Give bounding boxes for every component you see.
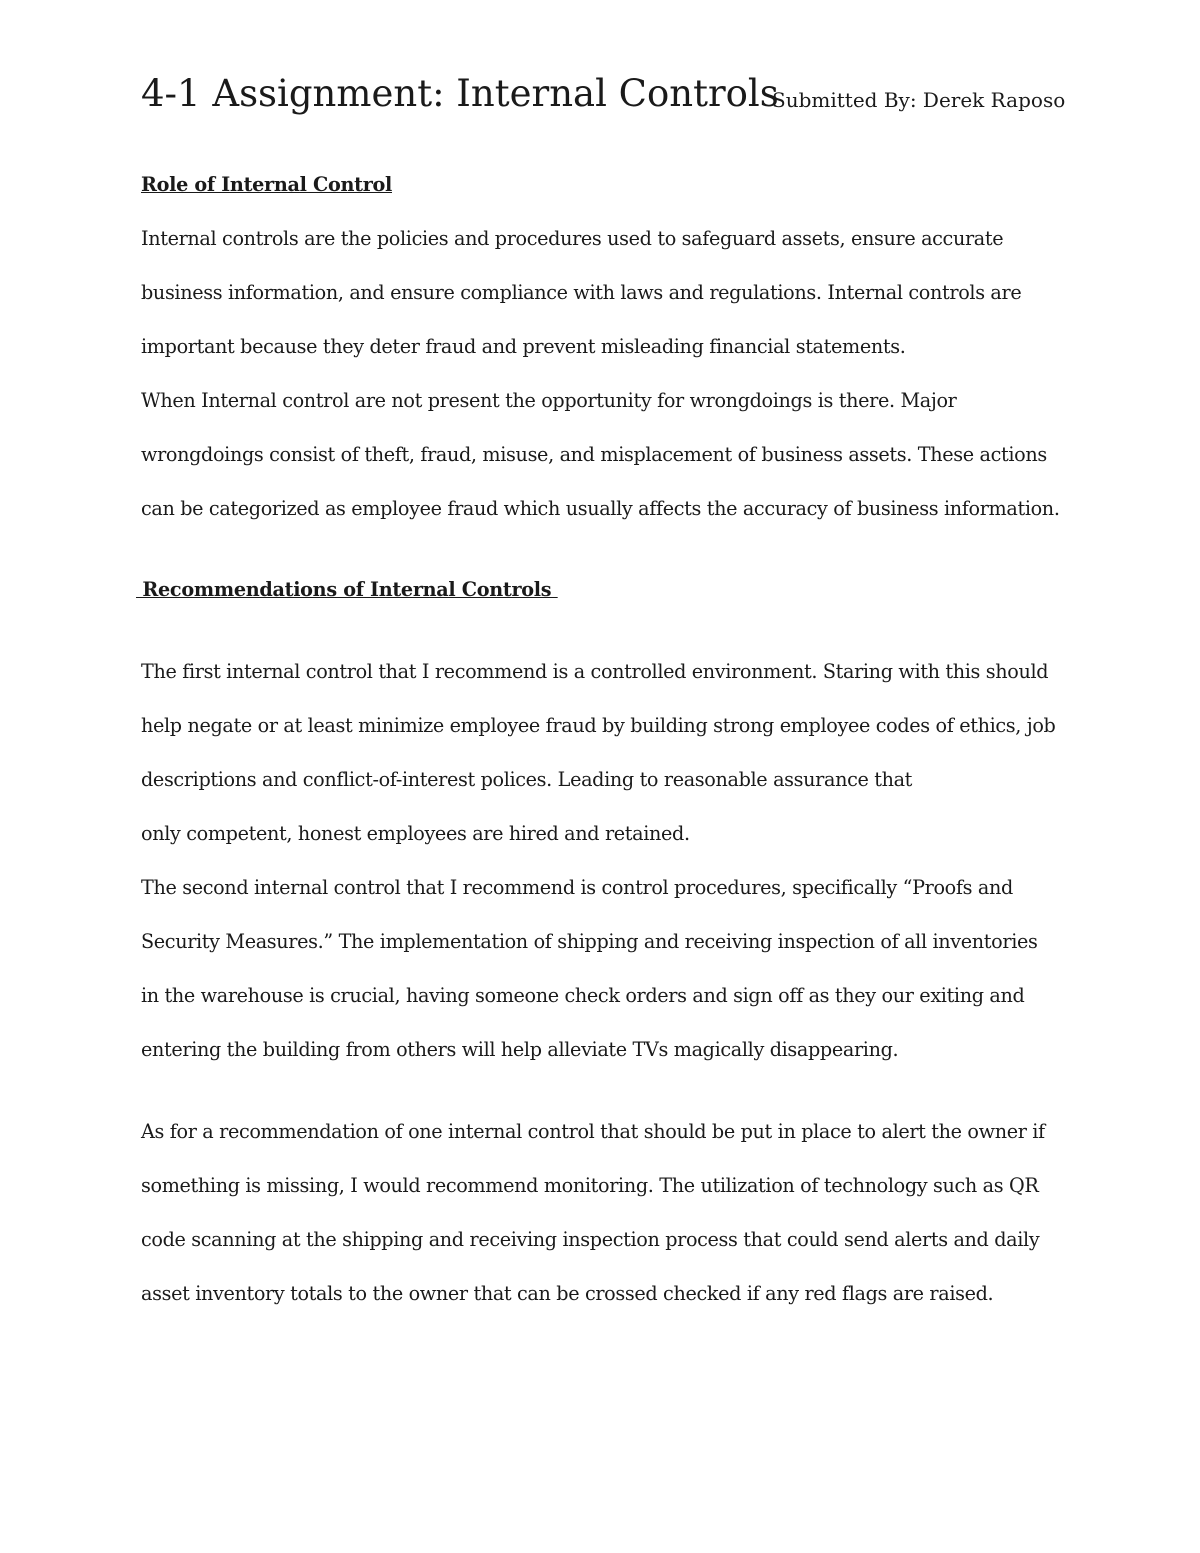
paragraph-line: help negate or at least minimize employee fraud by building strong employee codes of ethics, job bbox=[141, 714, 1056, 737]
paragraph-line: business information, and ensure compliance with laws and regulations. Internal controls are bbox=[141, 281, 1022, 304]
paragraph-line: The second internal control that I recommend is control procedures, specifically “Proofs and bbox=[141, 876, 1013, 899]
section-heading-recommendations: Recommendations of Internal Controls bbox=[136, 578, 558, 601]
paragraph-line: As for a recommendation of one internal control that should be put in place to alert the owner if bbox=[141, 1120, 1045, 1143]
paragraph-line: code scanning at the shipping and receiving inspection process that could send alerts and daily bbox=[141, 1228, 1040, 1251]
submitted-by: Submitted By: Derek Raposo bbox=[772, 88, 1066, 112]
paragraph-line: can be categorized as employee fraud which usually affects the accuracy of business information. bbox=[141, 497, 1060, 520]
document-title: 4-1 Assignment: Internal Controls bbox=[141, 72, 779, 115]
paragraph-line: entering the building from others will help alleviate TVs magically disappearing. bbox=[141, 1038, 899, 1061]
section-heading-role: Role of Internal Control bbox=[141, 173, 392, 196]
paragraph-line: Internal controls are the policies and procedures used to safeguard assets, ensure accurate bbox=[141, 227, 1004, 250]
paragraph-line: Security Measures.” The implementation of shipping and receiving inspection of all inventories bbox=[141, 930, 1038, 953]
paragraph-line: descriptions and conflict-of-interest polices. Leading to reasonable assurance that bbox=[141, 768, 913, 791]
paragraph-line: important because they deter fraud and prevent misleading financial statements. bbox=[141, 335, 906, 358]
paragraph-line: in the warehouse is crucial, having someone check orders and sign off as they our exiting and bbox=[141, 984, 1025, 1007]
paragraph-line: When Internal control are not present the opportunity for wrongdoings is there. Major bbox=[141, 389, 957, 412]
paragraph-line: only competent, honest employees are hired and retained. bbox=[141, 822, 690, 845]
paragraph-line: asset inventory totals to the owner that can be crossed checked if any red flags are raised. bbox=[141, 1282, 994, 1305]
paragraph-line: wrongdoings consist of theft, fraud, misuse, and misplacement of business assets. These actions bbox=[141, 443, 1047, 466]
paragraph-line: The first internal control that I recommend is a controlled environment. Staring with this should bbox=[141, 660, 1049, 683]
paragraph-line: something is missing, I would recommend monitoring. The utilization of technology such as QR bbox=[141, 1174, 1039, 1197]
